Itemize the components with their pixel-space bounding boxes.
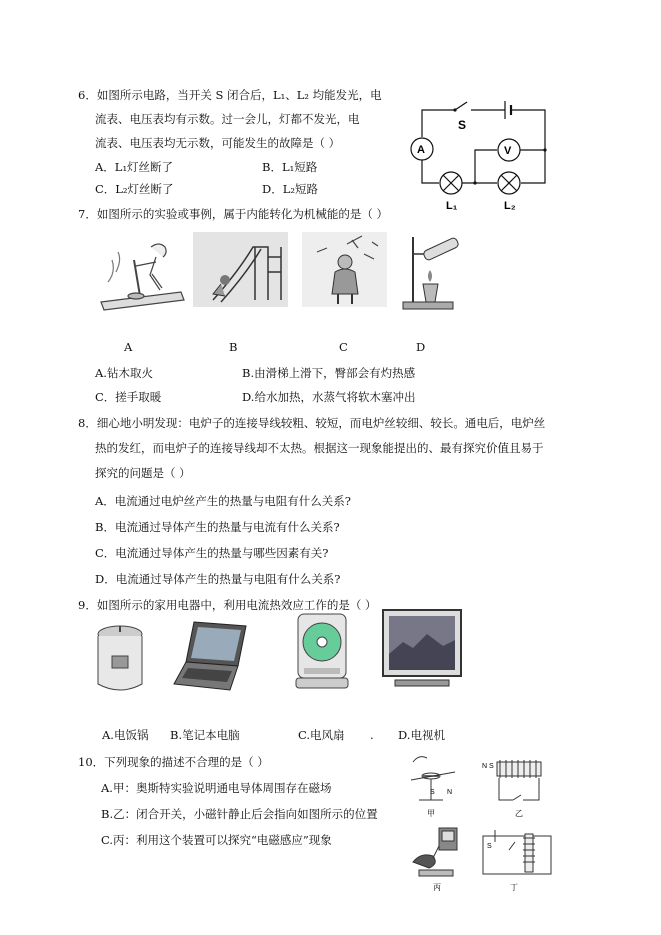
q6-option-b[interactable]: B．L₁短路 xyxy=(262,160,318,174)
lamp2-label: L₂ xyxy=(504,200,516,212)
q7-label-b: B xyxy=(229,340,238,354)
q10-option-c[interactable]: C.丙：利用这个装置可以探究“电磁感应”现象 xyxy=(101,833,332,847)
q10-option-b[interactable]: B.乙：闭合开关，小磁针静止后会指向如图所示的位置 xyxy=(101,807,378,821)
q6-option-d[interactable]: D．L₂短路 xyxy=(262,182,318,196)
q7-image-test-tube-heating xyxy=(398,232,468,312)
q9-image-rice-cooker xyxy=(90,622,150,697)
q9-option-d[interactable]: D.电视机 xyxy=(398,728,445,742)
q8-line1: 8．细心地小明发现：电炉子的连接导线较粗、较短，而电炉丝较细、较长。通电后，电炉丝 xyxy=(78,416,546,430)
q10-fig-label-jia: 甲 xyxy=(427,809,435,818)
q9-image-laptop xyxy=(172,618,250,693)
q10-fig-label-bing: 丙 xyxy=(433,883,441,892)
q10-stem: 10．下列现象的描述不合理的是（ ） xyxy=(78,755,269,769)
q7-image-rubbing-hands xyxy=(302,232,387,307)
q9-option-b[interactable]: B.笔记本电脑 xyxy=(170,728,240,742)
q8-option-d[interactable]: D．电流通过导体产生的热量与电阻有什么关系? xyxy=(95,572,341,586)
q7-image-drilling-wood-fire xyxy=(96,232,186,312)
q10-yi-n-label: N xyxy=(482,763,488,770)
q10-figures xyxy=(405,750,555,895)
q6-line2: 流表、电压表均有示数。过一会儿，灯都不发光，电 xyxy=(95,112,360,126)
q10-option-a[interactable]: A.甲：奥斯特实验说明通电导体周围存在磁场 xyxy=(101,781,332,795)
voltmeter-label: V xyxy=(504,145,512,157)
q10-ding-s-label: S xyxy=(487,843,492,850)
q7-option-c[interactable]: C．搓手取暖 xyxy=(95,390,162,404)
switch-label: S xyxy=(458,118,467,132)
q8-option-a[interactable]: A．电流通过电炉丝产生的热量与电阻有什么关系? xyxy=(95,494,351,508)
q9-option-a[interactable]: A.电饭锅 xyxy=(102,728,149,742)
q7-image-slide xyxy=(193,232,288,307)
q6-option-a[interactable]: A．L₁灯丝断了 xyxy=(95,160,174,174)
q8-option-c[interactable]: C．电流通过导体产生的热量与哪些因素有关? xyxy=(95,546,329,560)
q10-fig-label-ding: 丁 xyxy=(510,883,518,892)
q9-image-electric-fan xyxy=(292,612,352,694)
q7-option-b[interactable]: B.由滑梯上滑下，臀部会有灼热感 xyxy=(242,366,416,380)
lamp1-label: L₁ xyxy=(446,200,458,212)
q7-stem: 7．如图所示的实验或事例，属于内能转化为机械能的是（ ） xyxy=(78,207,388,221)
q8-option-b[interactable]: B．电流通过导体产生的热量与电流有什么关系? xyxy=(95,520,340,534)
q7-label-d: D xyxy=(416,340,426,354)
q9-dot: . xyxy=(370,728,374,742)
q9-stem: 9．如图所示的家用电器中，利用电流热效应工作的是（ ） xyxy=(78,598,377,612)
q8-line2: 热的发红，而电炉子的连接导线却不太热。根据这一现象能提出的、最有探究价值且易于 xyxy=(95,441,544,455)
q6-circuit-diagram xyxy=(405,95,555,215)
q7-option-a[interactable]: A.钻木取火 xyxy=(95,366,153,380)
q10-fig-bing xyxy=(413,828,457,876)
q10-jia-s-label: S xyxy=(430,789,435,796)
q7-label-a: A xyxy=(124,340,133,354)
q9-image-television xyxy=(381,608,463,690)
q10-yi-s-label: S xyxy=(489,763,494,770)
q6-option-c[interactable]: C．L₂灯丝断了 xyxy=(95,182,174,196)
q10-fig-yi xyxy=(497,760,541,800)
q10-jia-n-label: N xyxy=(447,789,453,796)
ammeter-label: A xyxy=(417,144,425,156)
q10-fig-label-yi: 乙 xyxy=(515,809,523,818)
q6-line1: 6．如图所示电路，当开关 S 闭合后，L₁、L₂ 均能发光，电 xyxy=(78,88,382,102)
q8-line3: 探究的问题是（ ） xyxy=(95,466,191,480)
q7-option-d[interactable]: D.给水加热，水蒸气将软木塞冲出 xyxy=(242,390,416,404)
q9-option-c[interactable]: C.电风扇 xyxy=(298,728,345,742)
q10-fig-ding xyxy=(483,830,551,874)
q7-label-c: C xyxy=(339,340,348,354)
q6-line3: 流表、电压表均无示数，可能发生的故障是（ ） xyxy=(95,136,341,150)
